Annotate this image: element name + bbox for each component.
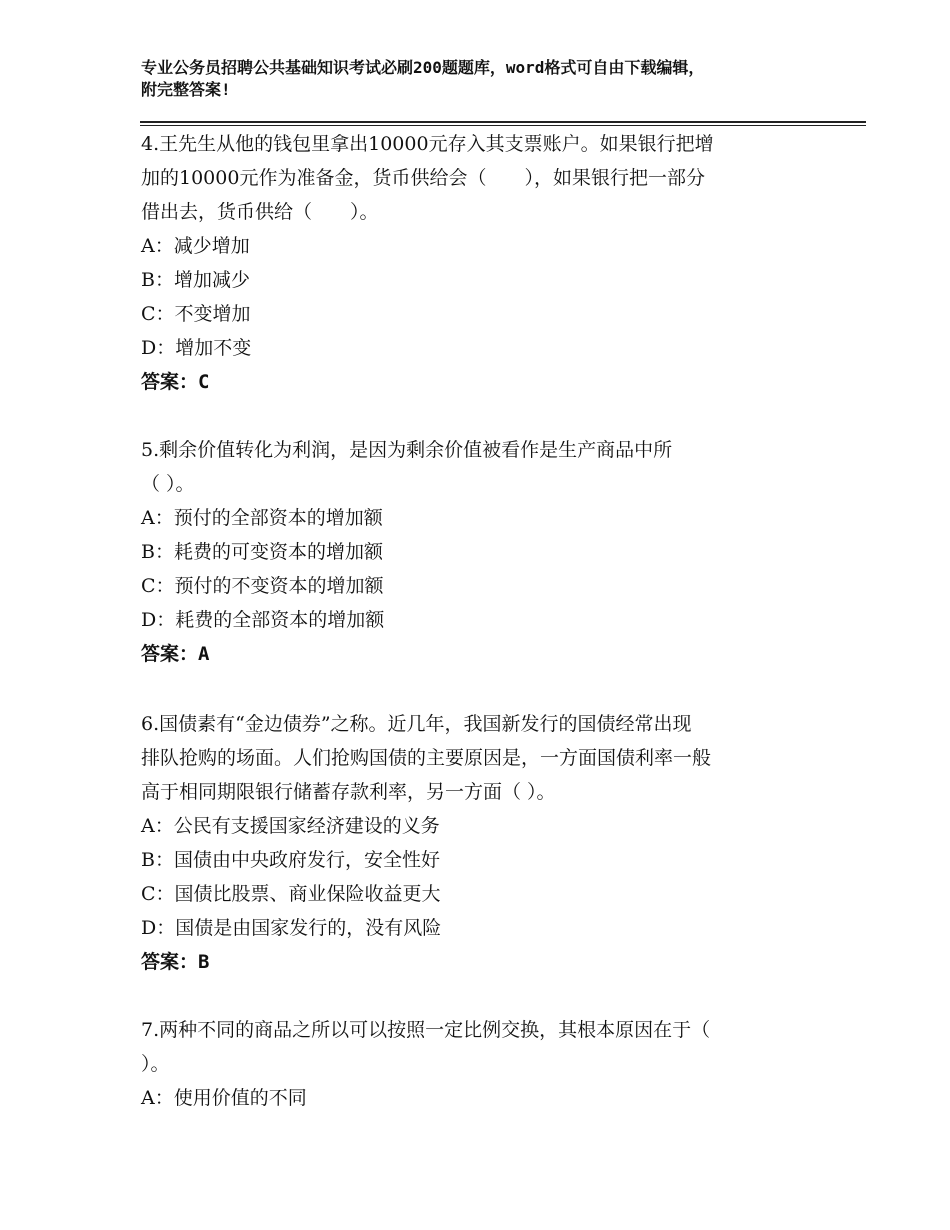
option-a: A：使用价值的不同 [141,1087,307,1109]
question-stem-line: 排队抢购的场面。人们抢购国债的主要原因是，一方面国债利率一般 [141,747,712,769]
option-a: A：公民有支援国家经济建设的义务 [141,815,440,837]
question-stem-line: ）。 [141,1053,170,1075]
answer: 答案：B [141,951,210,973]
question-5 [141,433,801,671]
question-stem-line: 加的10000元作为准备金，货币供给会（ ），如果银行把一部分 [141,167,705,189]
question-stem-line: 5.剩余价值转化为利润，是因为剩余价值被看作是生产商品中所 [141,439,673,461]
question-stem-line: 6.国债素有“金边债券”之称。近几年，我国新发行的国债经常出现 [141,713,692,735]
document-header [141,57,821,101]
question-stem-line: （ ）。 [141,473,195,495]
option-d: D：增加不变 [141,337,252,359]
option-d: D：耗费的全部资本的增加额 [141,609,385,631]
option-a: A：减少增加 [141,235,250,257]
option-c: C：预付的不变资本的增加额 [141,575,384,597]
question-stem-line: 借出去，货币供给（ ）。 [141,201,379,223]
header-line-2: 附完整答案! [141,80,231,99]
option-d: D：国债是由国家发行的，没有风险 [141,917,442,939]
option-a: A：预付的全部资本的增加额 [141,507,383,529]
question-4 [141,127,801,399]
answer: 答案：A [141,643,210,665]
question-stem-line: 7.两种不同的商品之所以可以按照一定比例交换，其根本原因在于（ [141,1019,711,1041]
header-divider-thick [140,121,866,123]
answer: 答案：C [141,371,210,393]
question-7 [141,1013,801,1115]
question-stem-line: 4.王先生从他的钱包里拿出10000元存入其支票账户。如果银行把增 [141,133,714,155]
option-b: B：耗费的可变资本的增加额 [141,541,383,563]
option-b: B：国债由中央政府发行，安全性好 [141,849,440,871]
question-6 [141,707,801,979]
header-line-1: 专业公务员招聘公共基础知识考试必刷200题题库，word格式可自由下载编辑， [141,58,705,77]
question-stem-line: 高于相同期限银行储蓄存款利率，另一方面（ ）。 [141,781,556,803]
option-c: C：国债比股票、商业保险收益更大 [141,883,441,905]
option-b: B：增加减少 [141,269,250,291]
option-c: C：不变增加 [141,303,251,325]
header-divider-thin [140,125,866,126]
